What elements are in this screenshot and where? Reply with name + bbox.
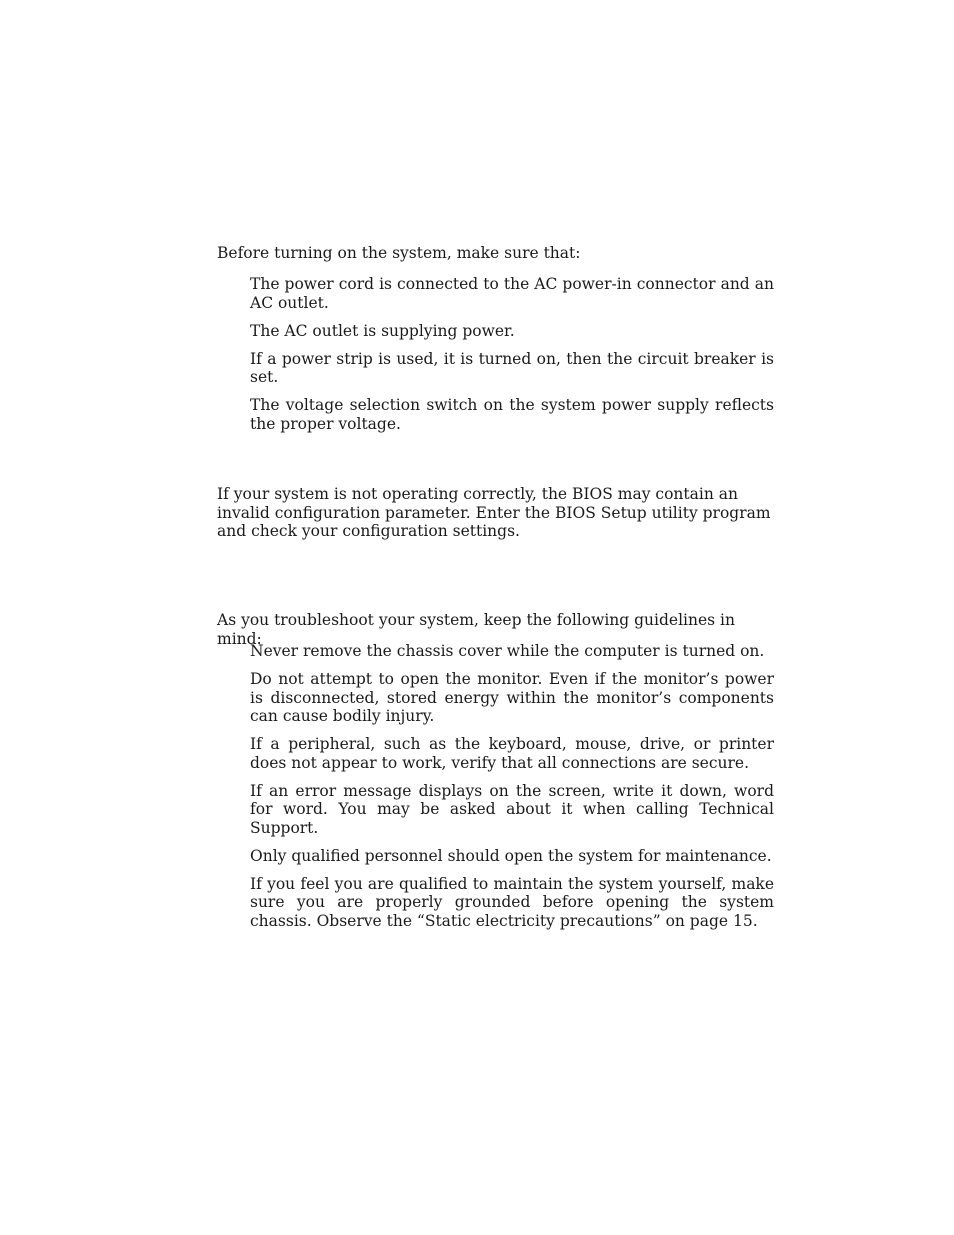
list-item: The power cord is connected to the AC power-in connector and an AC outlet.	[250, 275, 774, 312]
list-item: Do not attempt to open the monitor. Even if the monitor’s power is disconnected, stored energy within the monitor’s components can cause bodily injury.	[250, 670, 774, 725]
power-check-list	[250, 275, 774, 433]
guidelines-intro: As you troubleshoot your system, keep the following guidelines in mind:	[217, 611, 735, 648]
list-item: Never remove the chassis cover while the computer is turned on.	[250, 642, 765, 660]
guidelines-list	[250, 642, 774, 930]
list-item: If a peripheral, such as the keyboard, mouse, drive, or printer does not appear to work, verify that all connections are secure.	[250, 735, 774, 772]
list-item: If a power strip is used, it is turned on, then the circuit breaker is set.	[250, 349, 774, 386]
list-item: The AC outlet is supplying power.	[250, 321, 515, 340]
list-item: The voltage selection switch on the system power supply reflects the proper voltage.	[250, 396, 774, 433]
list-item: Only qualified personnel should open the system for maintenance.	[250, 846, 772, 865]
bios-paragraph: If your system is not operating correctly, the BIOS may contain an invalid configuration parameter. Enter the BIOS Setup utility program and check your configuration settings.	[217, 485, 771, 540]
list-item: If an error message displays on the screen, write it down, word for word. You may be asked about it when calling Technical Support.	[250, 781, 774, 837]
power-check-intro: Before turning on the system, make sure that:	[217, 244, 581, 262]
list-item: If you feel you are qualified to maintain the system yourself, make sure you are properly grounded before opening the system chassis. Observe the “Static electricity precautions” on page 15.	[250, 874, 774, 930]
